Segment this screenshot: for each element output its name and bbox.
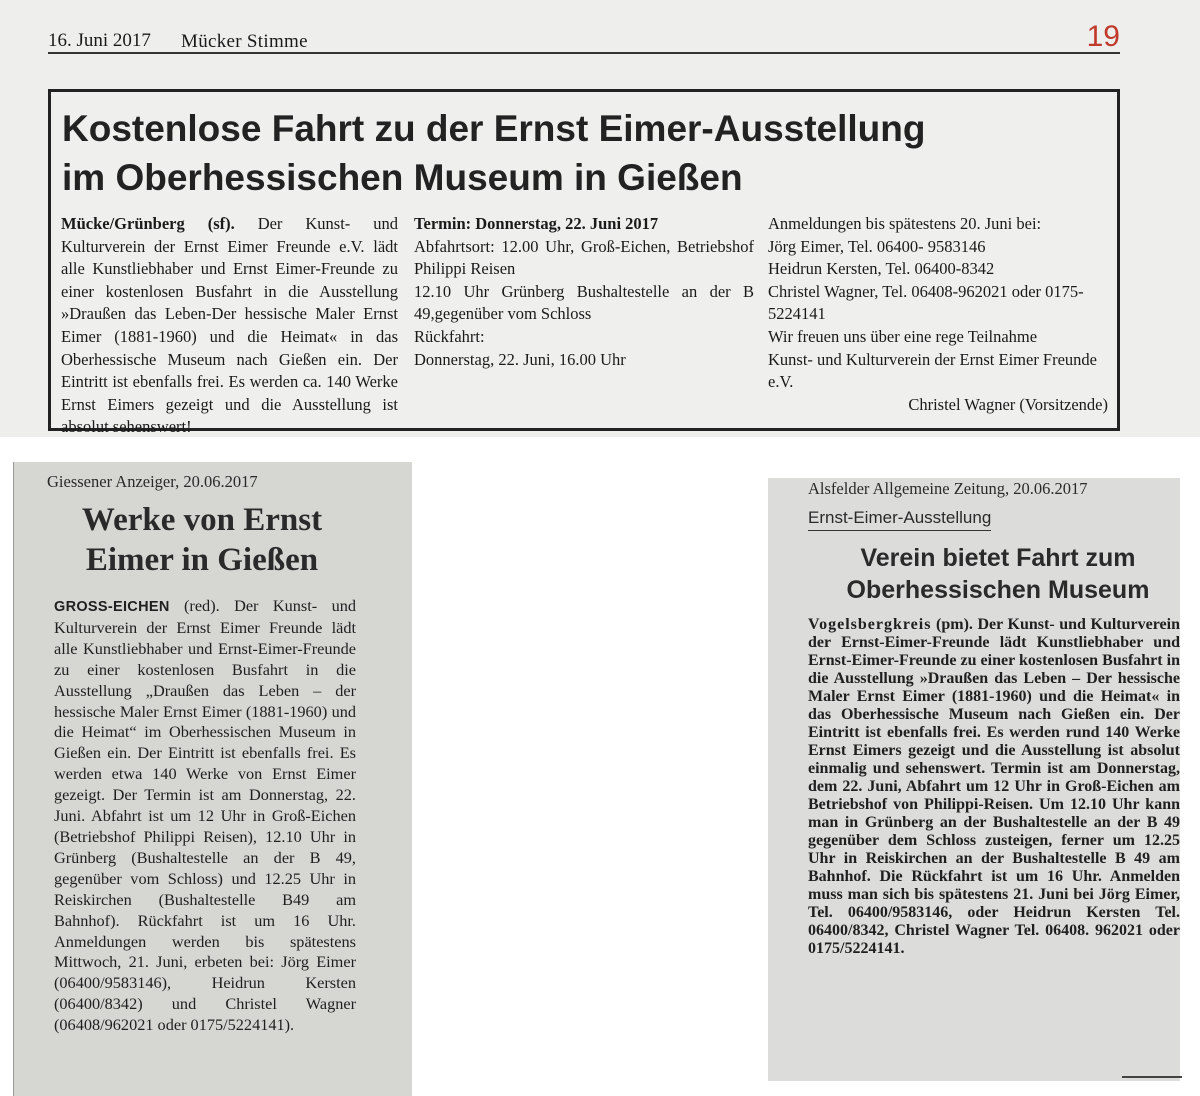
clipping-kicker: Ernst-Eimer-Ausstellung [808,508,991,531]
return-info: Donnerstag, 22. Juni, 16.00 Uhr [414,349,626,369]
clipping-headline [52,500,352,580]
article-column-1 [61,213,398,439]
page-header [48,20,1120,54]
headline-line: Kostenlose Fahrt zu der Ernst Eimer-Ausstellung [62,108,926,149]
article-text: Der Kunst- und Kulturverein der Ernst Eimer Freunde e.V. lädt alle Kunstliebhaber und Ernst Eimer-Freunde zu einer kostenlosen Busfahrt in die Ausstellung »Draußen das Leben-Der hessische Maler Ernst Eimer (1881-1960) und die Heimat« in das Oberhessische Museum nach Gießen ein. Der Eintritt ist ebenfalls frei. Es werden ca. 140 Werke Ernst Eimers gezeigt und die Ausstellung ist absolut sehenswert! [61,214,398,437]
signature-line: Christel Wagner (Vorsitzende) [908,394,1108,414]
clipping-body [54,596,356,1036]
article-column-3 [768,213,1108,416]
page-number: 19 [1086,20,1120,53]
contact-line: Heidrun Kersten, Tel. 06400-8342 [768,259,995,279]
clipping-headline [808,542,1188,606]
headline-line: im Oberhessischen Museum in Gießen [62,157,743,198]
headline-line: Werke von Ernst [81,502,323,538]
newspaper-name: Mücker Stimme [181,31,308,52]
clipping-source: Giessener Anzeiger, 20.06.2017 [47,472,258,491]
registration-info: Anmeldungen bis spätestens 20. Juni bei: [768,214,1042,233]
article-column-2 [414,213,754,371]
divider [1122,1076,1182,1078]
organizer-name: Kunst- und Kulturverein der Ernst Eimer Freunde e.V. [768,349,1098,392]
article-dateline: Vogelsbergkreis [808,616,932,633]
stop-info: 12.10 Uhr Grünberg Bushaltestelle an der B 49,gegenüber vom Schloss [414,281,754,324]
headline-line: Eimer in Gießen [85,542,319,578]
closing-text: Wir freuen uns über eine rege Teilnahme [768,326,1038,346]
article-dateline: Mücke/Grünberg (sf). [61,214,235,233]
return-label: Rückfahrt: [414,326,485,346]
headline-line: Verein bietet Fahrt zum [860,544,1136,572]
clipping-source: Alsfelder Allgemeine Zeitung, 20.06.2017 [808,479,1088,498]
event-date: Termin: Donnerstag, 22. Juni 2017 [414,214,659,233]
article-text: (red). Der Kunst- und Kulturverein der Ernst Eimer Freunde lädt alle Kunstliebhaber und Ernst-Eimer-Freunde zu einer kostenlosen Busfahrt in die Ausstellung „Draußen das Leben – der hessische Maler Ernst Eimer (1881-1960) und die Heimat“ im Oberhessischen Museum in Gießen ein. Der Eintritt ist ebenfalls frei. Es werden etwa 140 Werke von Ernst Eimer gezeigt. Der Termin ist am Donnerstag, 22. Juni. Abfahrt ist um 12 Uhr in Groß-Eichen (Betriebshof Philippi Reisen), 12.10 Uhr in Grünberg (Bushaltestelle an der B 49, gegenüber vom Schloss) und 12.25 Uhr in Reiskirchen (Bushaltestelle B49 am Bahnhof). Rückfahrt ist um 16 Uhr. Anmeldungen werden bis spätestens Mittwoch, 21. Juni, erbeten bei: Jörg Eimer (06400/9583146), Heidrun Kersten (06400/8342) und Christel Wagner (06408/962021 oder 0175/5224141). [54,596,356,1035]
contact-line: Jörg Eimer, Tel. 06400- 9583146 [768,236,986,256]
blank-area [646,481,768,1081]
departure-info: Abfahrtsort: 12.00 Uhr, Groß-Eichen, Betriebshof Philippi Reisen [414,236,754,279]
headline-line: Oberhessischen Museum [846,576,1150,604]
article-text: (pm). Der Kunst- und Kulturverein der Ernst-Eimer-Freunde lädt Kunstliebhaber und Ernst-Eimer-Freunde zu einer kostenlosen Busfahrt in die Ausstellung »Draußen das Leben – Der hessische Maler Ernst Eimer (1881-1960) und die Heimat« in das Oberhessische Museum nach Gießen ein. Der Eintritt ist ebenfalls frei. Es werden rund 140 Werke Ernst Eimers gezeigt und die Ausstellung ist absolut einmalig und sehenswert. Termin ist am Donnerstag, dem 22. Juni, Abfahrt um 12 Uhr in Groß-Eichen am Betriebshof von Philippi-Reisen. Um 12.10 Uhr kann man in Grünberg an der Bushaltestelle an der B 49 gegenüber dem Schloss zusteigen, ferner um 12.25 Uhr in Reiskirchen an der Bushaltestelle B 49 am Bahnhof. Die Rückfahrt ist um 16 Uhr. Anmelden muss man sich bis spätestens 21. Juni bei Jörg Eimer, Tel. 06400/9583146, oder Heidrun Kersten Tel. 06400/8342, Christel Wagner Tel. 06408. 962021 oder 0175/5224141. [808,616,1180,957]
issue-date: 16. Juni 2017 [48,30,151,51]
contact-line: Christel Wagner, Tel. 06408-962021 oder 0175-5224141 [768,281,1084,324]
article-headline [62,104,1062,202]
article-dateline: GROSS-EICHEN [54,599,170,615]
clipping-body [808,616,1180,958]
